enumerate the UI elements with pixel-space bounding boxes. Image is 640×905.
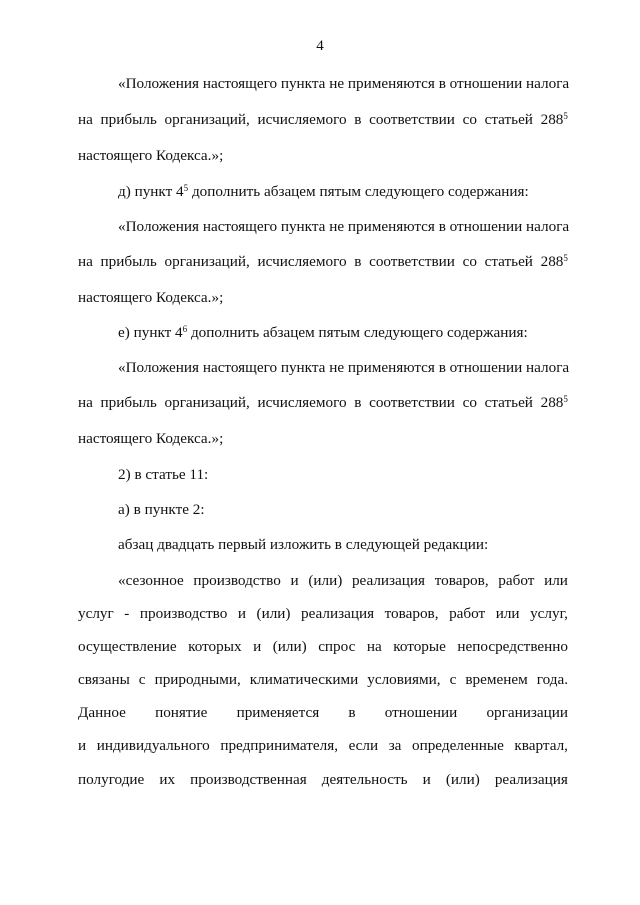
word: статьей <box>484 253 533 270</box>
word: соответствии <box>369 394 455 411</box>
superscript: 5 <box>563 111 568 121</box>
word: и <box>290 572 299 589</box>
word: за <box>388 737 402 754</box>
word: работ <box>498 572 535 589</box>
word: на <box>78 394 93 411</box>
word: определенные <box>411 737 504 754</box>
word: года. <box>536 671 568 688</box>
word: условиями, <box>367 671 441 688</box>
paragraph-line-justified <box>78 703 568 723</box>
word: со <box>462 253 477 270</box>
word: деятельность <box>321 771 408 788</box>
paragraph-line: настоящего Кодекса.»; <box>78 147 224 164</box>
paragraph-line-justified <box>78 252 568 272</box>
word: прибыль <box>100 253 157 270</box>
paragraph-line-justified <box>78 604 568 624</box>
paragraph-line: «Положения настоящего пункта не применяются в отношении налога <box>118 359 570 376</box>
word: на <box>78 111 93 128</box>
word: (или) <box>445 771 480 788</box>
paragraph-line-justified <box>78 770 568 790</box>
word: в <box>354 111 362 128</box>
paragraph-line-justified <box>78 736 568 756</box>
superscript: 5 <box>183 183 189 193</box>
word: и <box>237 605 246 622</box>
article-number: $288^5$ <box>540 253 568 270</box>
word: или <box>544 572 568 589</box>
word: (или) <box>272 638 307 655</box>
superscript: 6 <box>182 324 188 334</box>
word: исчисляемого <box>257 111 347 128</box>
word: услуг <box>78 605 114 622</box>
word: которых <box>188 638 242 655</box>
word: прибыль <box>100 394 157 411</box>
text-fragment: е) пункт 4 <box>118 324 183 341</box>
word: товаров, <box>384 605 439 622</box>
word: организаций, <box>164 111 250 128</box>
word: организации <box>486 704 568 721</box>
paragraph-line <box>118 182 568 202</box>
article-number: $288^5$ <box>540 394 568 411</box>
text-fragment: дополнить абзацем пятым следующего содержания: <box>187 324 528 341</box>
word: понятие <box>155 704 208 721</box>
paragraph-line: абзац двадцать первый изложить в следующей редакции: <box>118 536 489 553</box>
word: их <box>159 771 176 788</box>
paragraph-line: а) в пункте 2: <box>118 501 205 518</box>
word: на <box>78 253 93 270</box>
paragraph-line: настоящего Кодекса.»; <box>78 289 224 306</box>
superscript: 5 <box>563 253 568 263</box>
word: временем <box>465 671 528 688</box>
word: в <box>354 394 362 411</box>
paragraph-line-justified <box>118 571 568 591</box>
word: производство <box>139 605 228 622</box>
word: реализация <box>351 572 426 589</box>
word: исчисляемого <box>257 394 347 411</box>
word: товаров, <box>434 572 489 589</box>
word: которые <box>393 638 446 655</box>
word: и <box>78 737 87 754</box>
word: статьей <box>484 394 533 411</box>
paragraph-line-justified <box>78 637 568 657</box>
word: квартал, <box>514 737 568 754</box>
word: связаны <box>78 671 130 688</box>
word: если <box>348 737 379 754</box>
article-number: $288^5$ <box>540 111 568 128</box>
word: осуществление <box>78 638 177 655</box>
word: отношении <box>384 704 458 721</box>
word: предпринимателя, <box>220 737 339 754</box>
paragraph-line-justified <box>78 393 568 413</box>
word: исчисляемого <box>257 253 347 270</box>
word: со <box>462 394 477 411</box>
word: и <box>253 638 262 655</box>
word: и <box>422 771 431 788</box>
word: спрос <box>318 638 356 655</box>
paragraph-line: настоящего Кодекса.»; <box>78 430 224 447</box>
word: производственная <box>190 771 307 788</box>
word: статьей <box>484 111 533 128</box>
word: природными, <box>154 671 241 688</box>
word: производство <box>193 572 281 589</box>
word: в <box>348 704 356 721</box>
paragraph-line-justified <box>78 670 568 690</box>
word: реализация <box>494 771 568 788</box>
word: полугодие <box>78 771 145 788</box>
word: услуг, <box>530 605 568 622</box>
word: соответствии <box>369 253 455 270</box>
word: индивидуального <box>96 737 210 754</box>
word: в <box>354 253 362 270</box>
word: соответствии <box>369 111 455 128</box>
text-fragment: д) пункт 4 <box>118 183 184 200</box>
word: применяется <box>236 704 320 721</box>
word: (или) <box>256 605 291 622</box>
word: работ <box>449 605 486 622</box>
word: непосредственно <box>457 638 568 655</box>
word: прибыль <box>100 111 157 128</box>
word: Данное <box>78 704 126 721</box>
word: организаций, <box>164 394 250 411</box>
word: - <box>124 605 130 622</box>
superscript: 5 <box>563 394 568 404</box>
word: на <box>366 638 382 655</box>
word: или <box>495 605 520 622</box>
paragraph-line: 2) в статье 11: <box>118 466 209 483</box>
word: климатическими <box>249 671 359 688</box>
text-fragment: дополнить абзацем пятым следующего содержания: <box>188 183 529 200</box>
paragraph-line: «Положения настоящего пункта не применяются в отношении налога <box>118 218 570 235</box>
word: с <box>449 671 457 688</box>
word: организаций, <box>164 253 250 270</box>
word: со <box>462 111 477 128</box>
page-number: 4 <box>316 38 324 54</box>
word: с <box>138 671 146 688</box>
paragraph-line <box>118 323 568 343</box>
paragraph-line: «Положения настоящего пункта не применяются в отношении налога <box>118 75 570 92</box>
word: «сезонное <box>118 572 184 589</box>
word: реализация <box>301 605 375 622</box>
paragraph-line-justified <box>78 110 568 130</box>
word: (или) <box>308 572 343 589</box>
